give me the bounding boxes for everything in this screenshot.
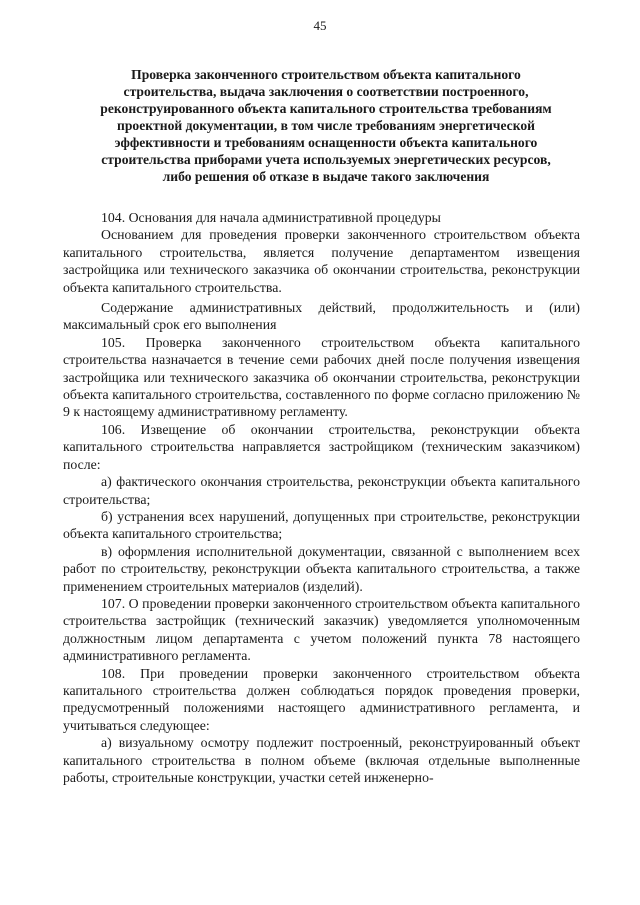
paragraph: 108. При проведении проверки законченного строительством объекта капитального строительства должен соблюдаться порядок проведения проверки, предусмотренный положениями настоящего административного регламента, и учитываться следующее:	[63, 665, 580, 733]
page-number: 45	[313, 18, 327, 33]
title-line: эффективности и требованиям оснащенности объекта капитального	[114, 135, 538, 150]
list-item: а) визуальному осмотру подлежит построенный, реконструированный объект капитального строительства в полном объеме (включая отдельные выполненные работы, строительные конструкции, участки сетей инженерно-	[63, 735, 580, 785]
title-line: строительства, выдача заключения о соответствии построенного,	[123, 84, 529, 99]
title-line: Проверка законченного строительством объекта капитального	[131, 67, 521, 82]
title-line: либо решения об отказе в выдаче такого заключения	[162, 169, 490, 184]
subsection-heading: 104. Основания для начала административной процедуры	[101, 210, 441, 225]
title-line: проектной документации, в том числе требованиям энергетической	[117, 118, 535, 133]
paragraph: 107. О проведении проверки законченного строительством объекта капитального строительства застройщик (технический заказчик) уведомляется уполномоченным должностным лицом департамента с учетом положений пункта 78 настоящего административного регламента.	[63, 595, 580, 664]
subsection-heading: Содержание административных действий, продолжительность и (или) максимальный срок его выполнения	[63, 300, 580, 333]
title-line: строительства приборами учета используемых энергетических ресурсов,	[101, 152, 551, 167]
paragraph: 106. Извещение об окончании строительства, реконструкции объекта капитального строительства направляется застройщиком (техническим заказчиком) после:	[63, 421, 580, 472]
title-line: реконструированного объекта капитального строительства требованиям	[100, 101, 552, 116]
paragraph: 105. Проверка законченного строительством объекта капитального строительства назначается в течение семи рабочих дней после получения извещения застройщика или технического заказчика об окончании строительства, реконструкции объекта капитального строительства, составленного по форме согласно приложению № 9 к настоящему административному регламенту.	[63, 334, 580, 420]
list-item: б) устранения всех нарушений, допущенных при строительстве, реконструкции объекта капитального строительства;	[63, 508, 580, 542]
list-item: в) оформления исполнительной документации, связанной с выполнением всех работ по строительству, реконструкции объекта капитального строительства, а также применением строительных материалов (изделий).	[63, 543, 580, 594]
document-body	[63, 209, 580, 786]
section-title	[90, 66, 562, 185]
list-item: а) фактического окончания строительства, реконструкции объекта капитального строительства;	[63, 474, 580, 507]
paragraph: Основанием для проведения проверки законченного строительством объекта капитального строительства, является получение департаментом извещения застройщика или технического заказчика об окончании строительства, реконструкции объекта капитального строительства.	[63, 227, 580, 295]
